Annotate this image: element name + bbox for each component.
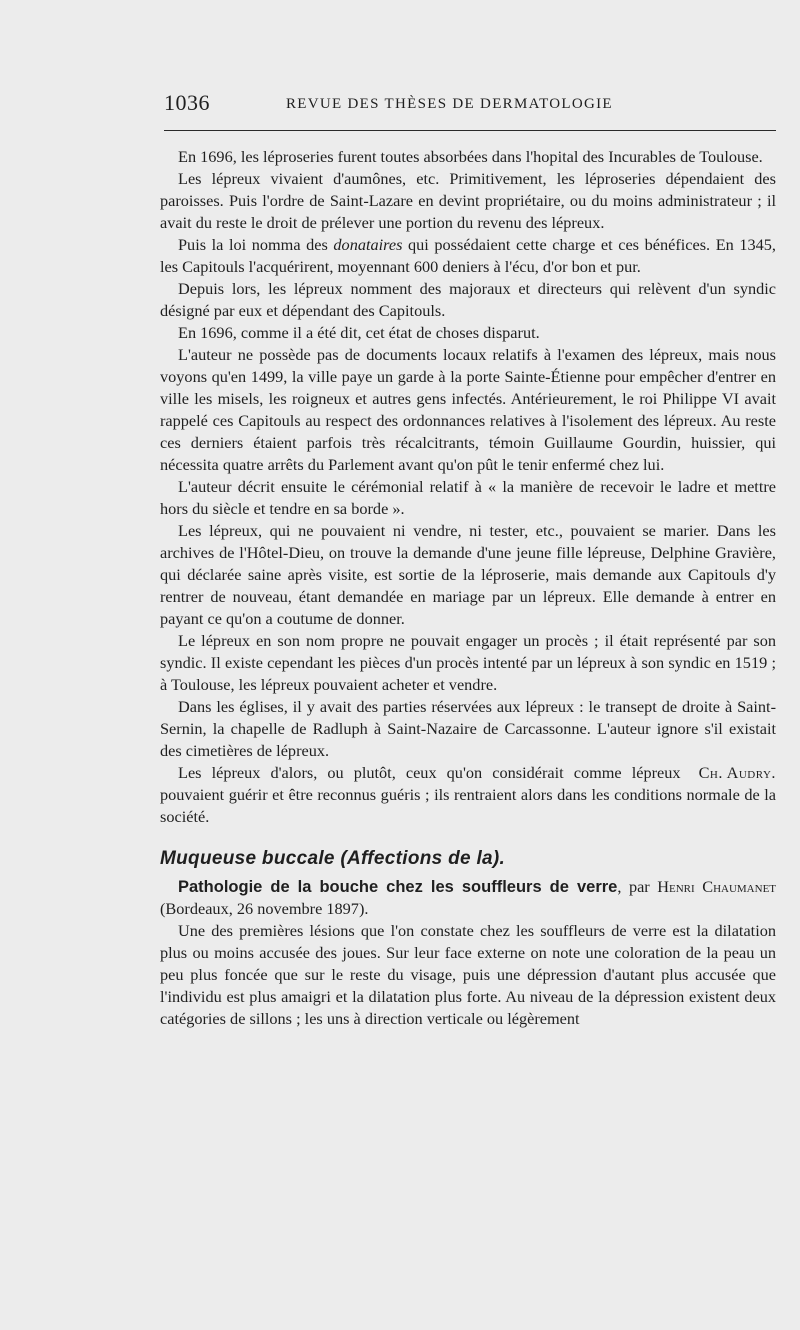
paragraph-7: L'auteur décrit ensuite le cérémonial relatif à « la manière de recevoir le ladre et mettre hors du siècle et tendre en sa borde ».: [160, 477, 776, 518]
paragraph-5: En 1696, comme il a été dit, cet état de choses disparut.: [178, 323, 540, 342]
author-signature: Ch. Audry.: [698, 763, 776, 782]
article-by: , par: [617, 877, 658, 896]
paragraph-3: [160, 234, 776, 278]
article-body: Une des premières lésions que l'on constate chez les souffleurs de verre est la dilatation plus ou moins accusée des joues. Sur leur face externe on note une coloration de la peau un peu plus foncée que sur le reste du visage, puis une dépression d'autant plus accusée que l'individu est plus amaigri et la dilatation plus forte. Au niveau de la dépression existent deux catégories de sillons ; les uns à direction verticale ou légèrement: [160, 921, 776, 1028]
paragraph-8: Les lépreux, qui ne pouvaient ni vendre, ni tester, etc., pouvaient se marier. Dans les archives de l'Hôtel-Dieu, on trouve la demande d'une jeune fille lépreuse, Delphine Gravière, qui déclarée saine après visite, est sortie de la léproserie, mais demande aux Capitouls d'y rentrer de nouveau, étant demandée en mariage par un lépreux. Elle demande à entrer en payant ce qu'on a coutume de donner.: [160, 521, 776, 628]
page-header: [164, 90, 776, 120]
section-heading: Muqueuse buccale (Affections de la).: [160, 848, 506, 869]
paragraph-11-text: Les lépreux d'alors, ou plutôt, ceux qu'on considérait comme lépreux pouvaient guérir et être reconnus guéris ; ils rentraient alors dans les conditions normale de la société.: [160, 763, 776, 826]
paragraph-1: En 1696, les léproseries furent toutes absorbées dans l'hopital des Incurables de Toulouse.: [178, 147, 763, 166]
paragraph-6: L'auteur ne possède pas de documents locaux relatifs à l'examen des lépreux, mais nous voyons qu'en 1499, la ville paye un garde à la porte Sainte-Étienne pour empêcher d'entrer en ville les misels, les roigneux et autres gens infectés. Antérieurement, le roi Philippe VI avait rappelé ces Capitouls au respect des ordonnances relatives à l'isolement des lépreux. Au reste ces derniers étaient parfois très récalcitrants, témoin Guillaume Gourdin, huissier, qui nécessita quatre arrêts du Parlement avant qu'on pût le tenir enfermé chez lui.: [160, 345, 776, 474]
emphasized-term: donataires: [333, 235, 403, 254]
article-title: Pathologie de la bouche chez les souffleurs de verre: [178, 878, 618, 896]
paragraph-10: Dans les églises, il y avait des parties réservées aux lépreux : le transept de droite à Saint-Sernin, la chapelle de Radluph à Saint-Nazaire de Carcassonne. L'auteur ignore s'il existait des cimetières de lépreux.: [160, 697, 776, 760]
page-number: 1036: [164, 90, 210, 115]
page-content: [160, 146, 776, 1030]
paragraph-3-after: qui possédaient cette charge et ces bénéfices. En 1345, les Capitouls l'acquérirent, moyennant 600 deniers à l'écu, d'or bon et pur.: [160, 235, 776, 276]
article-heading: [160, 876, 776, 920]
header-rule: [164, 130, 776, 131]
paragraph-11: [160, 762, 776, 828]
paragraph-3-before: Puis la loi nomma des: [178, 235, 334, 254]
running-title: REVUE DES THÈSES DE DERMATOLOGIE: [286, 96, 613, 112]
article-details: (Bordeaux, 26 novembre 1897).: [160, 899, 369, 918]
article-author: Henri Chaumanet: [657, 877, 777, 896]
paragraph-4: Depuis lors, les lépreux nomment des majoraux et directeurs qui relèvent d'un syndic désigné par eux et dépendant des Capitouls.: [160, 279, 776, 320]
paragraph-9: Le lépreux en son nom propre ne pouvait engager un procès ; il était représenté par son syndic. Il existe cependant les pièces d'un procès intenté par un lépreux à son syndic en 1519 ; à Toulouse, les lépreux pouvaient acheter et vendre.: [160, 631, 776, 694]
paragraph-2: Les lépreux vivaient d'aumônes, etc. Primitivement, les léproseries dépendaient des paroisses. Puis l'ordre de Saint-Lazare en devint propriétaire, ou du moins administrateur ; il avait du reste le droit de prélever une portion du revenu des lépreux.: [160, 169, 776, 232]
